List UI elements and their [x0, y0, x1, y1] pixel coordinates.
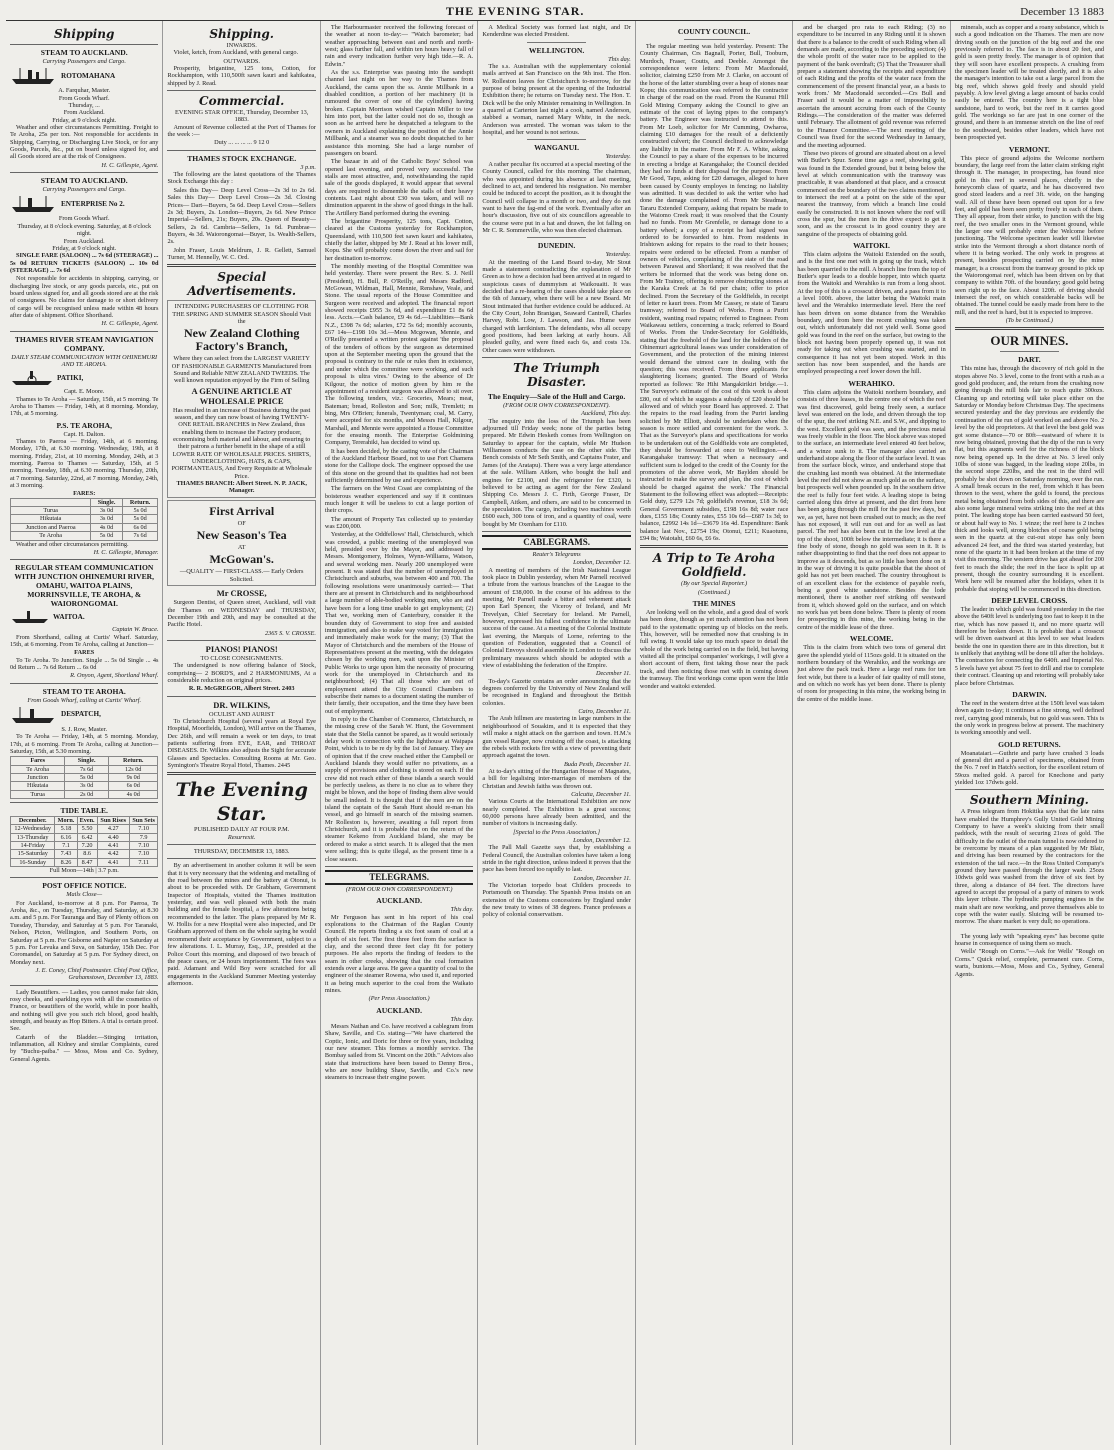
steamship-icon [10, 609, 50, 625]
advert-text: Wells' "Rough on Corns."—Ask for Wells' "Rough on Corns." Quick relief, complete, permanent cure. Corns, warts, bunions.—Moss, Moss and Co., Sydney, General Agents. [954, 948, 1105, 978]
news-paragraph: The Arab hillmen are mustering in large numbers in the neighbourhood of Souakim, and it is expected that they will make a night attack on the garrison and town. H.M.'s gun vessel Ranger, now cruising off the coast, is attacking the rebels with rockets fire with a view of preventing their approach against the town. [482, 715, 631, 760]
advert-text: Catarrh of the Bladder.—Stinging irritation, inflammation, all Kidney and similar Complaints, cured by "Buchu-paiba." — Moss, Moss and Co. Sydney, General Agents. [10, 1033, 159, 1063]
divider [640, 545, 788, 548]
news-paragraph: Messrs Nathan and Co. have received a cablegram from Shaw, Saville, and Co. stating—"We have chartered the Coptic, Ionic, and Doric for three or five years, including our new steamer. This formes a monthly service. The Bombay sailed from St. Vincent on the 20th." Advices also state that instructions have been issued to Denny Bros., who are now building Shaw, Saville, and Co.'s new steamers to increase their engine power. [324, 1023, 474, 1082]
section-title: Shipping. [209, 27, 274, 41]
ship-from: From Goods Wharf. [58, 94, 110, 102]
subsection-heading: GOLD RETURNS. [998, 739, 1061, 749]
table-row: Turua 2s 0d 4s 0d [11, 790, 158, 798]
advert-headline: A GENUINE ARTICLE AT WHOLESALE PRICE [191, 385, 292, 406]
fares-table [10, 498, 158, 541]
column-5 [636, 21, 793, 1445]
article-dateline: EVENING STAR OFFICE, Thursday, December 13, 1883. [175, 109, 309, 124]
paddle-steamer-icon [10, 369, 54, 387]
divider [10, 985, 158, 986]
fares-col: Single. [65, 757, 109, 765]
article-body: Violet, ketch, from Auckland, with general cargo. [173, 49, 299, 57]
place-heading: WANGANUI. [534, 143, 580, 153]
news-paragraph: The bazaar in aid of the Catholic Boys' School was opened last evening, and proved very successful. The stalls are most attractive, and, notwithstanding the rapid sale of the goods displayed, it would appear that several days are required to dismemble the stalls of their heavy contents. Last night about £30 was taken, and will no diminution apparent in the show of good things in the hall. The Artillery Band performed during the evening. [324, 158, 474, 217]
news-paragraph: This mine has, through the discovery of rich gold in the stopes above No. 3 level, come to the front with a rush as a good gold producer, and, the return from the crushing now going through the mill bids fair to reach quite 300ozs. Cleaning up and retorting will take place either on the Saturday or Monday before Christmas Day. The specimens secured yesterday and the day previous are evidently the continuation of the run of gold worked on and above No. 2 level by the old proprietors. At that level the best gold was got some distance—70 or 80ft—eastward of where it is now being obtained, proving that the dip of the run is very flat, but this augments well for the richness of the block now being opened up. In the drive at No. 3 level only 10lbs of stone was bagged, in the leading stope 20lbs, in the second stope 220lbs, and the rest in the third will probably be shot down on Saturday morning, over the run. A small break occurs in the reef, from which it has been thrown to the west, where the gold is found, the precious metal being obtained from both sides of this, and there are also some large mineral veins striking into the reef at this point. The leading stope has been carried eastward 50 feet, or about half way to No. 1 winze; the reef here is 2 inches thick and looks well, strong blotches of coarse gold being seen in the quartz at the cut-out stope has only been advanced 24 feet, and the third was started yesterday, but none of the quartz in it had been broken at the time of my visit this morning. The western drive has got ahead for 200 feet to reach the slide; the reef in the face is split up at present, though the country surrounding it is excellent. Work here will be resumed after the holidays, when it is probable that stoping will be commenced in this direction. [954, 365, 1105, 593]
divider [482, 531, 630, 532]
ship-notice: Weather and other circumstances permitting. [16, 540, 129, 548]
article-title: The Triumph Disaster. [513, 361, 601, 390]
ship-schedule: Thursday, at 8 o'clock evening. Saturday, at 8 o'clock night. [17, 222, 152, 238]
divider [527, 237, 586, 238]
advert-text: Surgeon Dentist, of Queen street, Auckland, will visit the Thames on WEDNESDAY and THURSDAY, December 19th and 20th, and may be consulted at the Pacific Hotel. [167, 599, 316, 629]
table-row: Te Aroha 7s 6d 12s 0d [11, 765, 158, 773]
divider [167, 858, 315, 859]
news-paragraph: This piece of ground adjoins the Welcome northern boundary, the large reef from the latter claim striking right through it. The manager, in prospecting, has found nice gold in this reef in several places, chiefly in the honeycomb class of quartz, and he has discovered two good sized leaders and a reef 3ft. wide, on the hanging wall. All of these have been opened out upon for a few feet, and gold has been seen pretty freely in each of them. They all appear, from their strike, to junction with the big reef, the two smaller ones in the Vermont ground, while the larger one will probably enter the Welcome before junctioning. The Welcome specimen leader will likewise strike into the Vermont through a short distance north of where it is being worked. The only work in progress at present, besides prospecting carried on by the mine manager, is a crosscut from the tramway ground to pick up the Waiorongomai reef, which has been driven on by that company to within 70ft. of the boundary; good gold being seen right up to the face. About 120ft. of driving should intersect the reef, on which considerable backs will be obtained. The tunnel could be easily made from here to the mill, and the reef is hard, but it is expected to improve. [954, 154, 1105, 316]
ad-heading: THAMES RIVER STEAM NAVIGATION COMPANY. [14, 334, 154, 353]
fares-table [10, 756, 158, 799]
ship-fares: To Te Aroha. To Junction. Single ... 5s 0d Single ... 4s 0d Return ... 7s 6d Return ... 6s 0d [10, 656, 159, 671]
news-paragraph: These two pieces of ground are situated about on a level with Butler's Spur. Some time ago a reef, showing gold, was found in the Extended ground, but it being below the level at which communication with the tramway was practicable, it was abandoned at that place, and a crosscut commenced on the boundary of the two claims mentioned, to intersect the reef at a point on the side of the spur nearest the tramway, from which a branch line could easily be constructed. It is not known where the reef will cross the spur, but the men in the drive expect to get it soon, and as the crosscut is in good country they are sanguine of the prospects of obtaining gold. [797, 149, 946, 238]
column-1 [6, 21, 163, 1445]
table-row: 14-Friday 7.1 7.20 4.41 7.10 [11, 842, 158, 850]
news-paragraph: The enquiry into the loss of the Triumph has been adjourned till Friday week; none of the parties being prepared. Mr Edwin Hesketh comes from Wellington on Saturday to appear for the captain, while Mr Hudson Williamson conducts the case on the other side. The Bench consists of Mr Seth Smith, and Captains Frater, and James (of the Aratapu). There was a very large attendance at the sale. William Aitken, who bought the hull and engines for £2100, and the refrigerator for £320, is believed to be acting as agent for the New Zealand Shipping Co. Messrs J. C. Firth, George Fraser, Dr Campbell, Aitken, and others, are said to be concerned in the speculation. The cargo, including two machines worth £600 each, 300 tons of iron, and a quantity of coal, were bought by Mr Oxenham for £110. [482, 417, 631, 528]
divider [167, 150, 315, 151]
section-title: OUR MINES. [990, 333, 1069, 349]
column-3 [321, 21, 478, 1445]
news-paragraph: minerals, such as copper and a roany substance, which is such a good indication on the Thames. The men are now driving south on the junction of the big reef and the one previously referred to. The face is in about 20 feet, and gold is seen pretty freely. The manager is of opinion that they will soon have excellent prospects. A crushing from the specimen leader will be treated shortly, and it is also the manager's intention to take out a large parcel from the big reef, which shows gold freely and should yield payably. A low level giving a large amount of backs could easily be entered. The country here is a tight blue sandstone, hard to work, but the reef in it carries good gold. The workings so far are just in one corner of the ground, and there is an immense stretch on the line of reef to the southward, besides other leaders, which have not been prospected yet. [954, 24, 1105, 142]
table-row: 13-Thursday 6.16 6.42 4.40 7.9 [11, 833, 158, 841]
table-row: 12-Wednesday 5.18 5.50 4.27 7.10 [11, 825, 158, 833]
article-dateline: Calcutta, December 11. [571, 790, 631, 798]
ad-heading: REGULAR STEAM COMMUNICATION WITH JUNCTION OHINEMURI RIVER, OMAHU, WAITOA PLAINS, MORRINSVILLE, TE AROHA, & WAIORONGOMAI. [14, 563, 155, 609]
news-paragraph: The leader in which gold was found yesterday in the rise above the 640ft level is underlying too fast to keep it in the rise, which has now passed it, and no more quartz will therefore be broken down. It is probable that a crosscut will be driven eastward at this level to see what leaders beside the one in question there are in this direction, but it is unlikely that anything will be done till after the holidays. The contractors for connecting the 640ft. and Imperial No. 5 levels have yet about 75 feet to drill and rise to complete their contract. Cleaning up and retorting will probably take place before Christmas. [954, 606, 1105, 687]
ship-agent: H. C. Gillespie, Agent. [101, 161, 159, 169]
subsection-heading: OUTWARDS. [223, 57, 260, 65]
article-dateline: Cairo, December 11. [578, 708, 631, 716]
divider [167, 696, 315, 697]
divider [10, 44, 158, 45]
advert-headline: First Arrival [209, 503, 275, 518]
ad-subheading: DAILY STEAM COMMUNICATION WITH OHINEMURI AND TE AROHA. [11, 353, 158, 368]
article-dateline: London, December 12. [573, 559, 631, 567]
article-dateline: Yesterday. [605, 251, 631, 259]
divider [167, 844, 315, 845]
ship-notice: Not responsible for accidents in shipping, carrying, or discharging live stock, or any goods parcels, etc., put on board unless signed for, and all goods stored are at the risk of consignees. No claims for damage to or short delivery of cargo will be recognised unless made within 48 hours after date of shipment. Office Shorthand. [10, 275, 159, 319]
advert-sign: THAMES BRANCH: Albert Street. N. P. JACK, Manager. [176, 480, 307, 495]
news-paragraph: A Press telegram from Hokitika says that the late rains have enabled the Humphrey's Gully United Gold Mining Company to have a week's sluicing from their small paddock, with the result of securing 21ozs of gold. The difficulty in the outlet of the main tunnel is now ordered to be overcome by means of a plan suggested by Mr Blair, and driving has been resumed by the contractors for the extension of the tail race.—In the Ross United Company's ground they have passed through the larger wash. 25ozs 10dwts gold was washed from the drive of six feet by three, along a distance of 84 feet. The directors have agreed to accept the proposal of a party of miners to work this layer tribute. The hydraulic pumping engines in the main shaft are now working, and prove themselves able to cope with the water easily. Sluicing will be resumed to-morrow. The share market is very dull; no operations. [954, 808, 1105, 926]
steamship-icon [10, 705, 58, 725]
ship-captain: Captain W. Bruce. [112, 626, 159, 634]
tide-table: December. Morn. Even. Sun Rises Sun Sets 12-Wednesday 5.18 5.50 4.27 7.10 13-Thursday 6.16 6.42 4.40 7.9 14-Friday 7.1 7.20 4.41 7.10 15-Saturday 7.43 8.6 4.42 7.10 16-Sunday 8.26 8.47 4.41 7.11 [10, 816, 158, 867]
ad-subheading: From Goods Wharf, calling at Curtis' Wharf. [27, 696, 142, 704]
news-paragraph: A Medical Society was formed last night, and Dr Kenderdine was elected President. [482, 24, 631, 39]
subsection-heading: WERAHIKO. [848, 378, 895, 388]
article-source: (By our Special Reporter.) [680, 580, 748, 588]
ship-name: P.S. TE AROHA, [56, 420, 112, 430]
table-row: 16-Sunday 8.26 8.47 4.41 7.11 [11, 858, 158, 866]
divider [10, 802, 158, 803]
ship-master: A. Farquhar, Master. [58, 87, 111, 95]
divider [527, 139, 586, 140]
divider [1000, 351, 1060, 352]
article-title: A Trip to Te Aroha Goldfield. [652, 551, 776, 580]
article-title: Southern Mining. [969, 793, 1089, 808]
ship-ad [10, 66, 158, 86]
ad-heading: STEAM TO TE AROHA. [42, 686, 126, 696]
place-heading: AUCKLAND. [376, 896, 423, 906]
article-continued: (To be Continued.) [1005, 317, 1053, 325]
ship-schedule: Thames to Te Aroha — Saturday, 15th, at 5 morning. Te Aroha to Thames — Friday, 14th, at 8 morning. Monday, 17th, at 5 morning. [10, 395, 159, 418]
masthead-title: THE EVENING STAR. [445, 4, 585, 18]
news-paragraph: The Pall Mall Gazette says that, by establishing a Federal Council, the Australian colonies have taken a long stride in the right direction, unless indeed it proves that the pace has been forced too rapidly to last. [482, 844, 631, 874]
place-heading: AUCKLAND. [376, 1005, 423, 1015]
ship-schedule: Thursday, ... [68, 102, 100, 110]
place-heading: WELLINGTON. [528, 45, 585, 55]
advert-headline: New Season's Tea [196, 528, 287, 543]
section-title: CABLEGRAMS. [482, 535, 630, 550]
ship-notice: Weather and other circumstances Permitting. Freight to Te Aroha, 25s per ton. Not responsible for accidents in Shipping, Carrying, or Discharging Live Stock, or for any Goods, Parcels, &c., put on board unless signed for, and all Goods stored are at the risk of Consignees. [10, 124, 159, 161]
ship-ad [10, 194, 158, 214]
subsection-heading: WAITOKI. [853, 240, 890, 250]
advert-text: —QUALITY — FIRST-CLASS.— Early Orders Solicited. [179, 568, 304, 583]
tide-heading: TIDE TABLE. [60, 806, 108, 816]
paper-subtitle: PUBLISHED DAILY AT FOUR P.M. [194, 826, 290, 834]
news-paragraph: The Harbourmaster received the following forecast of the weather at noon to-day:— "Watch barometer; bad weather approaching between east and north and north-west; glass further fall, and within ten hours heavy fall of rain and every indication further very high tide.—R. A. Edwin." [324, 24, 474, 68]
section-title: Commercial. [199, 94, 285, 109]
news-paragraph: The brigantine Prosperity, 125 tons, Capt. Cotton, cleared at the Customs yesterday for Rockhampton, Queensland, with 110,500 feet sawn kauri and kahikatea, chiefly the latter, shipped by Mr J. Read at his lower mill, Kopu. She will probably come down the river and sail for her destination to-morrow. [324, 217, 474, 262]
ship-ad [10, 369, 158, 387]
table-row: Hikutaia 3s 0d 5s 0d [11, 515, 158, 523]
ship-schedule: To Te Aroha — Friday, 14th, at 5 morning. Monday, 17th, at 6 morning. From Te Aroha, calling at Junction— Saturday, 15th, at 5.30 morning. [10, 733, 159, 755]
paper-title: The Evening Star. [175, 779, 308, 826]
columns [6, 21, 1108, 1445]
ad-subheading: Carrying Passengers and Cargo. [42, 186, 126, 194]
article-dateline: Yesterday. [605, 153, 631, 161]
advert-text: INTENDING PURCHASERS OF CLOTHING FOR THE SPRING AND SUMMER SEASON Should Visit the [172, 303, 312, 325]
divider [10, 683, 158, 684]
section-subtitle: (Per Press Association.) [368, 995, 430, 1003]
ship-from: From Auckland. [63, 109, 105, 117]
article-dateline: Auckland, This day. [581, 410, 631, 418]
ship-captain: Capt. H. Dalton. [63, 430, 105, 438]
table-row: Hikutaia 3s 0d 6s 0d [11, 782, 158, 790]
divider [325, 866, 473, 867]
advert-headline: New Zealand Clothing Factory's Branch, [184, 326, 300, 354]
fares-col: Fares [11, 757, 65, 765]
steamship-icon [10, 194, 58, 214]
subsection-heading: THE MINES [692, 599, 736, 609]
ship-captain: Capt. E. Moore. [64, 388, 105, 396]
article-dateline: London, December 11. [573, 874, 631, 882]
moon-phase: Full Moon—14th | 3.7 p.m. [49, 867, 119, 875]
ad-heading: STEAM TO AUCKLAND. [40, 48, 128, 57]
stock-brokers: John Fraser, Louis Meldrum, J. R. Gellett, Samuel Turner, M. Hennelly, W. C. Ord. [167, 246, 316, 261]
post-body: For Auckland, to-morrow at 8 p.m. For Paeroa, Te Aroha, &c., on Tuesday, Thursday, and Saturday, at 8.30 a.m. and 5 p.m. For Tauranga and Bay of Plenty offices on Tuesday, Thursday, and Saturday at 5 p.m. For Taranaki, Nelson, Picton, Wellington, and Southern Ports, on Saturday at 5 p.m. For Gisborne and Napier on Saturday at 5 p.m. For Levuka and Suva, on Saturday, 15th Dec. For Coromandel, on Saturday at 5 p.m. For Sydney direct, on Monday next. [10, 899, 159, 966]
ship-name: ENTERPRISE No 2. [61, 199, 125, 208]
ship-agent: H. C. Gillespie, Manager. [93, 548, 159, 556]
section-subtitle: (FROM OUR OWN CORRESPONDENT.) [345, 885, 453, 893]
ship-name: PATIKI, [57, 373, 84, 382]
advert-text: To Christchurch Hospital (several years at Royal Eye Hospital, Moorfields, London), Will arrive on the Thames, Dec 26th, and will remain a week or ten days, to treat patients suffering from EYE, EAR, and THROAT DISEASES. Dr. Wilkins also adjusts the Sight for accurate Glasses and Spectacles. Consulting Rooms at Mr. Geo. Symington's Theatre Royal Hotel, Thames. 2445 [167, 717, 316, 769]
advert-text: OF [237, 519, 246, 527]
news-paragraph: A meeting of members of the Irish National League took place in Dublin yesterday, when Mr Parnell received a tribute from the various branches of the League to the amount of £38,000. In the course of his address to the meeting, Mr Parnell made a bitter and vehement attack upon Earl Spencer, the Viceroy of Ireland, and Mr Trevelyan, Chief Secretary for Ireland. Mr Parnell, however, expressed his fullest confidence in the ultimate success of the cause. At a meeting of the Colonial Institute last evening, the Marquis of Lorne, referring to the question of Federation, suggested that a Council of Colonial Envoys should assemble in London to discuss the preliminary measures which should be adopted with a view of establishing the federation of the Empire. [482, 566, 631, 670]
news-paragraph: The Victorian torpedo boat Childers proceeds to Portsmouth on Thursday. The Spanish Press insists on an extension of the Customs concessions by England under the new treaty to wines of 38 degrees. France professes a policy of colonial conservatism. [482, 882, 631, 919]
news-paragraph: A rather peculiar fix occurred at a special meeting of the County Council, called for this morning. The chairman, who was appointed during his absence at last meeting, declined to act, and tendered his resignation. No member could be induced to accept the position, as it is thought the Council will collapse in a month or two, and they do not want to have the fag-end of the work. Eventually after an hour's discussion, five out of six councillors agreeable to the course were put in a hat and drawn, the lot falling on Mr C. R. Sommerville, who was then elected chairman. [482, 160, 631, 234]
masthead-date: December 13 1883 [1020, 6, 1104, 18]
ship-from: From Goods Wharf. [58, 215, 110, 223]
divider [167, 90, 315, 91]
news-paragraph: This is the claim from which two tons of general dirt gave the splendid yield of 115ozs gold. It is situated on the northern boundary of the Werahiko, and the workings are just above the pack track. Here a large reef runs for ten feet wide, but there is a leader of fair quality of mill stone, and on which no work has yet been done. There is plenty of room for prospecting in this mine, the working being in the centre of the middle lease. [797, 644, 946, 703]
news-paragraph: It has been decided, by the casting vote of the Chairman of the Auckland Harbour Board, not to use Fort Chamens stone for the Calliope dock. The engineer opposed the use of this stone on the ground that its qualities had not been sufficiently determined by use and experience. [324, 447, 474, 484]
news-paragraph: The amount of Property Tax collected up to yesterday was £200,000. [324, 515, 474, 531]
divider [527, 42, 586, 43]
news-paragraph: To-day's Gazette contains an order announcing that the degrees conferred by the University of New Zealand will be recognised in England and throughout the British colonies. [482, 677, 631, 707]
paper-date: THURSDAY, DECEMBER 13, 1883. [193, 848, 290, 856]
table-row: Junction 5s 0d 9s 0d [11, 774, 158, 782]
advert-sign: R. R. McGREGOR, Albert Street. 2403 [188, 685, 295, 693]
ship-ad [10, 609, 158, 625]
masthead [6, 4, 1108, 21]
news-paragraph: As the s.s. Enterprise was passing into the sandspit channel last night on her way to the Thames from Auckland, the cams upon the ss. Annie Millbank in a disabled condition, a portion of her machinery (it is rumoured the cover of one of the cylinders) having broken. Captain Morrison wished Captain Miller to tow him into port, but the latter could not do so, though as soon as he arrived here he despatched a telegram to the owners in Auckland explaining the position of the Annie Millbank, and a steamer was no doubt despatched to her assistance this morning. She had a large number of passengers on board. [324, 69, 474, 157]
ship-schedule: From Shorthand, calling at Curtis' Wharf. Saturday, 15th, at 6 morning. From Te Aroha, calling at Junction— [10, 633, 159, 648]
advert-sign: 2365 S. V. CROSSE. [264, 629, 316, 637]
divider [10, 172, 158, 173]
ship-name: WAITOA. [53, 612, 85, 621]
fares-heading: FARES [74, 649, 95, 657]
article-body: Amount of Revenue collected at the Port of Thames for the week :— [167, 123, 316, 139]
advert-text: AT [237, 544, 246, 552]
news-paragraph: The young lady with "speaking eyes" has become quite hoarse in consequence of using them so much. [954, 932, 1105, 948]
ship-fares: SINGLE FARE (SALOON) ... 7s 6d (STEERAGE) ... 5s 0d RETURN TICKETS (SALOON) ... 10s 0d (STEERAGE) ... 7s 6d [10, 252, 159, 274]
article-subtitle: The Enquiry—Sale of the Hull and Cargo. [487, 392, 626, 402]
news-paragraph: The monthly meeting of the Hospital Committee was held yesterday. There were present the Rev. S. J. Neill (President), H. Bull, P. O'Reilly, and Messrs Radford, McGowan, Wildman, Hall, Mennie, Renshaw, Veale, and Stone. The usual reports of the House Committee and Surgeon were received and adopted. The financial report showed receipts £955 3s 6d, and expenditure £1 8s 6d less. Accts.—Cash balance, £9 4s 6d.—Liabilities—Bank N.Z., £398 7s 6d; salaries, £72 5s 6d; monthly accounts, £67 14s—£198 10s 3d.—Mess Mcgowan, Mennie, and O'Reilly presented a written protest against 'the proposal of the tenders of offices by the surgeon as determined upon at the September meeting upon the ground that the proposal is contrary to the rule or rules then in existence, and under which the committee were working, and such proposal is ultra vires.' Owing to the absence of Dr Kilgour, the notice of motion given by him re the appointment of a resident surgeon was allowed to sit over. The following tenders, viz.: Groceries, Mears; meat, Bateman; bread, Rolleston and Son; milk, Tremlett; m bing, Mrs O'Brien; funerals, Twentyman; coal, M. Carry, were accepted for six months, and Messrs Hall, Kilgour, Marshall, and Mennie were appointed a House Committee for the ensuing month. The Enterprise Goldmining Company, Tererahiki, has decided to wind up. [324, 263, 474, 447]
divider [167, 772, 315, 775]
subsection-heading: VERMONT. [1008, 144, 1050, 154]
section-title: Special Advertisements. [187, 270, 296, 299]
ship-schedule: Friday, at 9 o'clock night. [52, 116, 117, 124]
fares-heading: FARES: [73, 490, 96, 498]
divider [482, 357, 630, 358]
article-dateline: This day. [608, 55, 631, 63]
divider [10, 877, 158, 878]
news-paragraph: Yesterday, at the Oddfellows' Hall, Christchurch, which was crowded, a public meeting of the unemployed was held, presided over by the Mayor, and addressed by Messrs. Montgomery, Holmes, Wynn-Williams, Watson, and several working men. Nearly 200 unemployed were present. It was stated that the number of unemployed in Christchurch and suburbs, was between 400 and 700. The following resolutions were unanimously carried:— That there are at present in Christchurch and its neighbourhood a large number of able-bodied working men, who are and have been for a long time unable to get employment; (2) That we, working men of Canterbury, consider it the bounden duty of Government to stop free and assisted immigration, and also to make way voted for immigration and immediately make work for the many; (3) That the Mayor of Christchurch and the members of the House of Representatives present at the meeting, with the delegates chosen by the working men, wait upon the Minister of Public Works to urge upon him the necessity of procuring work for the unemployed in Christchurch and its neighbourhood; (4) That all those who are out of employment attend the City Council Chambers to subscribe their names to a document stating the number of their family, their occupation, and the time they have been out of employment. [324, 531, 474, 715]
article-dateline: December 11. [595, 670, 631, 678]
article-body: The following are the latest quotations of the Thames Stock Exchange this day : [167, 171, 316, 186]
news-paragraph: At to-day's sitting of the Hungarian House of Magnates, a bill for legalising inter-marriages of members of the Christian and Jewish faiths was thrown out. [482, 767, 631, 790]
section-subtitle: Reuter's Telegrams [532, 550, 581, 558]
column-4 [478, 21, 635, 1445]
table-row: 15-Saturday 7.43 8.6 4.42 7.10 [11, 850, 158, 858]
news-paragraph: This claim adjoins the Waitoki northern boundary, and consists of three leases, in the centre one of which the reef was first discovered, gold being freely seen, a surface level was entered on the lode, and driven through the top of the spur, the reef striking N.E. and S.W., and dipping to the west. Excellent gold was seen, and the precious metal was freely visible in the floor. The block above was stoped to the surface, an intermediate level entered 40 feet below, and a winze sunk to it. The manager also carried an underhand stope along the floor of the surface level. It was from the surface block, winze, and underhand stope that the crushing last month was obtained. At the intermediate level the reef did not show as much gold as on the surface, but prospects well when pounded up. In the southern drive the reef is fully four feet wide. A leading stope is being carried along this drive at present, and the dirt from here has been going through the mill for the past few days, but we, as yet, have not been crushed out to much; as the reef has not exposed, it will run out and for as well as last parcel. The reef has also been cut in the low level at the top of the shoot, 100ft below the intermediate; it is there a fine body of stone, though no gold was seen in it. It is rather disappointing to find that the reef does not appear to improve as it descends, but as so little has been done on it in the way of driving it is quite possible that the shoot of gold has not yet been reached. The country throughout is of an excellent class for the existence of payable reefs, being a good white sandstone. Besides the lode mentioned, there is another reef striking off westward from it, which showed gold on the surface, and on which no work has yet been done below. There is plenty of room for prospecting in this mine, the working being in the centre of the middle lease of the three. [797, 388, 946, 631]
article-source: (FROM OUR OWN CORRESPONDENT). [503, 402, 611, 410]
ship-from: From Auckland. [63, 237, 105, 245]
news-paragraph: In reply to the Chamber of Commerce, Christchurch, re the missing crew of the Sarah W. Hunt, the Government state that the Stella cannot be spared, as it would seriously delay work in connection with the lighthouse at Waipapa Point, which is to be re dy by the 1st of January. They are of opinion that if the crew reached either the Campbell or Auckland Islands they would suffer no privations, as a supply of provisions and clothing is stored on each. If the crew did not reach either of these islands a search would be perfectly useless, as there is no clue as to where they might be blown, and the hope of finding them alive would be small indeed. It is thought that if the men are on the island the captain of the Sarah Hunt should re-man his vessel, and go himself in search of the missing seamen. Mr Rolleston is, however, awaiting a full report from Christchurch, and it is probable that on the return of the steamer Kekeno from Auckland Island, she may be ordered to make a strict search. It is alleged that the men were selling; this is quite illegal, as the present time is a close season. [324, 715, 474, 863]
advert-text: Has resulted in an increase of Business during the past season, and they can now boast of having TWENTY-ONE RETAIL BRANCHES in New Zealand, thus enabling them to increase the Factory producer, economising both material and labour, and ensuring to their patrons a further benefit in the shape of a still LOWER RATE OF WHOLESALE PRICES. SHIRTS, UNDERCLOTHING, HATS, & CAPS, PORTMANTEAUS, And Every Requisite at Wholesale Price. [171, 406, 312, 480]
ad-subheading: Carrying Passengers and Cargo. [42, 58, 126, 65]
ship-schedule: Friday, at 9 o'clock night. [52, 244, 117, 252]
divider [684, 39, 743, 40]
advert-headline: McGowan's. [209, 552, 274, 567]
ship-name: DESPATCH, [61, 710, 101, 719]
news-paragraph: The reef in the western drive at the 150ft level was taken down again to-day; it continues a fine strong, well defined reef, carrying good minerals, but no gold was seen. This is the only work in progress below at present. The machinery is working smoothly and well. [954, 699, 1105, 737]
ad-heading: STEAM TO AUCKLAND. [40, 176, 128, 186]
editorial-body: By an advertisement in another column it will be seen that it is very necessary that the widening and metalling of the road between the mines and the battery at Otonui, is about to be proceeded with. Dr Grabham, Government Inspector of Hospitals, visited the Thames institution yesterday, and was well pleased with both the main building and the female hospital, a few alterations being recommended to the latter. The plans prepared by Mr R. W. Hollis for a new Hospital were also inspected, and Dr Grabham approved of them on the whole saying he would recommend their acceptance by Government, subject to a few alterations. I. L. Murray, Esq., J.P., presided at the Police Court this morning, and disposed of two breach of the peace cases, or 24 hours imprisonment. The fees was paid. Adamant and Wild Boy were scratched for all engagements in the Auckland Summer Meeting yesterday afternoon. [167, 862, 316, 987]
clothing-advert [167, 300, 315, 498]
subsection-heading: DARWIN. [1012, 689, 1047, 699]
divider [10, 331, 158, 332]
article-dateline: London, December 12. [573, 836, 631, 844]
divider [10, 559, 158, 560]
divider [167, 640, 315, 641]
divider [1000, 929, 1060, 930]
fares-col: Single. [91, 498, 122, 506]
ship-name: ROTOMAHANA [61, 71, 116, 80]
table-row: Te Aroha 5s 0d 7s 6d [11, 532, 158, 540]
table-row: Junction and Paeroa 4s 0d 6s 0d [11, 523, 158, 531]
section-title: TELEGRAMS. [325, 870, 473, 885]
advert-headline: Mr CROSSE, [216, 588, 267, 599]
article-dateline: Buda Pesth, December 11. [563, 760, 631, 768]
article-title: COUNTY COUNCIL. [677, 27, 751, 36]
news-paragraph: Moanataiari.—Guthrie and party have crushed 3 loads of general dirt and a parcel of specimens, obtained from the No. 7 reef in Hatch's section, for the excellent return of 59ozs melted gold. A parcel for Knechone and party yielded 1oz 17dwts gold. [954, 749, 1105, 786]
news-paragraph: This claim adjoins the Waitoki Extended on the south, and is the first one met with in going up the track, which has been quarried to the mill. A branch line from the top of Butler's spur leads to a double hopper, into which quartz from the Waitoki and Werahiko is run from a long shoot. At the top of this is a crosscut driven, and a pass from it to a level 100ft. above, the latter being the Waitoki main level and the Werahiko intermediate level. Here the reef has been driven on some distance from the Werahiko boundary, and from here the recent crushing was taken out, which unfortunately did not yield well. Some good gold was found in the reef on the surface, but owing to the block not having been properly opened up, it was not ready for taking out when crushing was started, and in consequence it has not yet been stoped. Work in this section has now been suspended, and the hands are employed prospecting a reef lower down the hill. [797, 250, 946, 376]
post-subheading: Mails Close— [66, 891, 103, 899]
stock-quotes: Sales this Day— Deep Level Cross—2s 3d to 2s 6d. Sales this Day— Deep Level Cross—2s 3d. Closing Prices— Dart—Buyers, 5s 6d. Deep Level Cross—Sellers 2s 3d; Buyers, 2s. London—Buyers, 2s 6d. New Prince Imperial—Sellers, 21s; Buyers, 20s. Queen of Beauty—Sellers, 2s 6d. Cambria—Sellers, 1s 6d. Pumbrae—Buyers, 4s 3d. Waiorongomai—Buyer, 1s. Wealth-Sellers, 2s. [167, 186, 316, 246]
news-paragraph: and be charged pro rata to each Riding; (3) no expenditure to be incurred in any Riding until it is shown that there is a balance to the credit of such Riding when all demands are made, according to the preceding section; (4) the whole profit of the water race to be applied to the payment of the bank overdraft; (5) That the Treasurer shall prepare a statement showing the receipts and expenditure of each Riding and the profits of the water race from the commencement of the present financial year, as a basis to work from.' Mr Macdonald seconded.—Crs Bull and Fraser said it would be a matter of impossibility to ascertain the amount accruing from each of the County Ridings.—The consideration of the matter was deferred until February. The allotment of gold revenue was referred to the Finance Committee.—The next meeting of the Council was fixed for the second Wednesday in January, and the meeting adjourned. [797, 24, 946, 149]
advert-text: Lady Beautifiers. — Ladies, you cannot make fair skin, rosy cheeks, and sparkling eyes with all the cosmetics of France, or beautifiers of the world, while in poor health, and nothing will give you such rich blood, good health, strength, and beauty as Hop Bitters. A trial is certain proof. See. [10, 988, 159, 1033]
subsection-heading: DEEP LEVEL CROSS. [991, 596, 1068, 606]
paper-motto: Resurrexit. [227, 833, 256, 841]
ship-schedule: Thames to Paeroa — Friday, 14th, at 6 morning. Monday, 17th, at 6.30 morning. Wednesday, 19th, at 8 morning. Friday, 21st, at 10 morning. Monday, 24th, at 3 morning. Paeroa to Thames — Saturday, 15th, at 5 morning. Tuesday, 18th, at 6.30 morning. Thursday, 20th, at 7 morning. Saturday, 22nd, at 7 morning. Monday, 24th, at 3 morning. [10, 438, 159, 490]
advert-text: The undersigned is now offering balance of Stock, comprising— 2 BORD'S, and 2 HARMONIUMS, At a considerable reduction on original prices. [167, 662, 316, 684]
ship-ad [10, 705, 158, 725]
article-dateline: This day. [450, 1015, 474, 1023]
news-paragraph: Mr Ferguson has sent in his report of his coal explorations to the Chairman of the Raglan County Council. He reports finding a six foot seam of coal at a depth of six feet. The first three feet from the surface is clay, and the second three feet clay fit for pottery purposes. He also reports the finding of feeders to the seam in other creeks, showing that the coal formation extends over a large area. He gave a quantity of coal to the engineer of the steamer Rowena, who used it, and reported it as being much superior to the coal from the Waikato mines. [324, 913, 474, 994]
column-7 [951, 21, 1108, 1445]
divider [955, 789, 1104, 790]
news-paragraph: The regular meeting was held yesterday. Present: The County Chairman, Crs Bagnall, Porter, Bull, Tooburn, Murdoch, Fraser, Coutts, and Deeble. Amongst the correspondence were letters: From Mr Macdonald, solicitor, claiming £250 from Mr J. Clarke, on account of the horse of the latter stumbling over a heap of stones near Kopu; this communication was referred to the contractor in charge of the road on the road. From the Kuranui Hill Gold Mining Company asking the Council to give an estimate of the cost of laying pipes to the company's battery. The Engineer was instructed to attend to this. From Mr Loeb, solicitor for Mr Cumming, Owharoa, claiming £10 damages for the result of a deficiently constructed culvert; the Council declined to acknowledge any liability in the matter. From Mr F. A. White, asking the Council to pay a share of the expenses to be incurred in erecting a bridge at Karangahake; the Council decided they had no funds at their disposal for the purpose. From Mr Good, Tapu, asking for £20 damages, alleged to have been caused by County employes in fencing; no liability was admitted. It was decided to ask the writer who had done the damage complained of. From Mr Steadman, Tararu Extended Company, asking that repairs be made to the Waiomo Creek road; it was resolved that the County had no funds. From Mr Grenfelle, re damage done to a battery wheel; a copy of a receipt he had signed was ordered to be forwarded to him. From residents in Irishtown asking for repairs to the road to their houses; repairs were ordered to be effected. From a number of owners of vehicles, complaining of the state of the road between Parawai and Shortland; it was resolved that the writers be informed that the work was being done on. From Mr Trainor, offering to remove obstructing stones at the Karaka Creek at 3s 6d per chain; offer to price declined. From the Secretary of the Goldfields, in receipt of letter re kauri trees. From Mr Cassey, re state of Tararu tramway; referred to Board of Works. From a Puriri resident, wanting road repairs; referred to Engineer. From Waikawau settlers, concerning a track; referred to Board of Works. From the Under-Secretary for Goldfields, stating that the freehold of the land for the holders of the Ohinemuri agricultural leases was under consideration of Government, and the protection of the mining interest would demand the utmost care in dealing with the question; this was received. From three applicants for slaughtering licenses; granted. The Board of Works reported as follows: 'Re Hihi Mangakirikiri bridge.—1. The Surveyor's estimate of the cost of this work is about £80, out of which he suggests a subsidy of £20 should be allowed and of which your Board has approved. 2. That the repairs to the road leading from the Puriri landing solicited by Mr Elliott, should be undertaken when the season is more settled and convenient for the work. 3. That as the Surveyor's plans and specifications for works to be undertaken out of the Goldfields vote are completed, they should be forwarded at once to Wellington.—4. Karangahake tramway: That when a necessary and sufficient sum is lodged to the credit of the County for the promoters of the above work, Mr Baylden should be instructed to make the survey and plan, the cost of which should be charged against the work.' The Financial Statement to the following effect was adopted:—Receipts: Gold duty, £279 12s 7d; goldfield's revenue, £18 3s 6d; General Government subsidies, £198 16s 8d; water race dues, £155 18s; County rates, £55 10s 6d—£687 1s 3d; to balance, £2992 14s 1d—£3679 16s 4d. Expenditure: Bank balance last Nov., £2754 19s; Otonui, £211; Kuaotunu, £94 8s; Waiotahi, £60 6s, £6 6s. [639, 43, 789, 543]
advert-text: Where they can select from the LARGEST VARIETY OF FASHIONABLE GARMENTS Manufactured from Sound and Reliable NEW ZEALAND TWEEDS. The well known reputation enjoyed by the Firm of Selling [171, 355, 312, 385]
advert-subheading: OCULIST AND AURIST [209, 710, 275, 718]
article-body: Prosperity, brigantine, 125 tons, Cotton, for Rockhampton, with 110,500ft sawn kauri and kahikatea, shipped by J. Read. [167, 65, 316, 87]
news-paragraph: The farmers on the West Coast are complaining of the boisterous weather experienced and say if it continues much longer it will be useless to cut a large portion of their crops. [324, 485, 474, 515]
revenue-duty: Duty ... ... ... ... 9 12 0 [214, 139, 270, 147]
article-continued: (Continued.) [698, 588, 731, 596]
post-heading: POST OFFICE NOTICE. [42, 881, 127, 891]
news-paragraph: Are looking well on the whole, and a good deal of work has been done, though as yet much attention has not been paid to the systematic opening up of blocks on the reefs. This, however, will be remedied now that crushing is in full swing. It would take up too much space to detail the whole of the work being carried on in the field, but having visited all the principal companies' workings, I will give a short account of them, first taking those near the pack track, and then noticing those met with in coming down the tramway. The first workings come upon were the little wonder and waitoki extended. [639, 609, 789, 690]
divider [955, 327, 1104, 330]
divider [167, 264, 315, 267]
table-row: Turua 3s 0d 5s 0d [11, 507, 158, 515]
news-paragraph: The s.s. Australian with the supplementary colonial mails arrived at San Francisco on the 9th inst. The Hon. W. Rolleston leaves for Christchurch to-morrow, for the purpose of being present at the opening of the Industrial Exhibition there; he returns on Tuesday next. The Hon. T. Dick will be the only Minister remaining in Wellington. In a quarrel at Carterton last night a cook, named Anderson, stabbed a woman, named Mary White, in the neck. Anderson was arrested. The woman was taken to the hospital, and her wound is not serious. [482, 63, 631, 137]
subsection-heading: WELCOME. [849, 634, 894, 644]
ship-agent: H. C. Gillespie, Agent. [101, 320, 159, 328]
section-subtitle: [Special to the Press Association.] [513, 828, 601, 836]
fares-col [11, 498, 91, 506]
article-dateline: This day. [450, 906, 474, 914]
ship-agent: R. Onyon, Agent, Shortland Wharf. [70, 672, 159, 680]
section-title: Shipping [54, 27, 115, 41]
steamship-icon [10, 66, 58, 86]
advert-headline: DR. WILKINS, [213, 699, 271, 710]
advert-subheading: TO CLOSE CONSIGNMENTS. [200, 654, 283, 662]
section-title: THAMES STOCK EXCHANGE. [187, 153, 297, 163]
subsection-heading: INWARDS. [226, 42, 257, 49]
article-dateline: 3 p.m. [300, 163, 316, 171]
fares-col: Return. [122, 498, 158, 506]
subsection-heading: DART. [1018, 355, 1041, 365]
ship-master: S. J. Row, Master. [61, 725, 108, 733]
advert-headline: PIANOS! PIANOS! [205, 643, 278, 654]
column-2 [163, 21, 320, 1445]
news-paragraph: At the meeting of the Land Board to-day, Mr Stout made a statement contradicting the explanation of Mr Green as to how a decision had been arrived at in regard to suspicious cases of dummyism at Waikouaiti. It was decided that a re-hearing of the cases should take place on the 6th of January, when there will be a new Board. Mr Stout intimated that further evidence could be adduced. At the City Court, John Branigan, Seaward Cantrell, Charles Harvey, Robt. Low, J. Lawson, and Jas. Hume were charged with larrikinism. The defendants, who all occupy good positions, had been larking at early hours. All pleaded guilty, and were fined each 6s, and costs 13s. Other cases were withdrawn. [482, 258, 631, 354]
column-6 [793, 21, 950, 1445]
post-sign: J. E. Coney, Chief Postmaster. Chief Post Office, Grahamstown, December 13, 1883. [35, 966, 159, 982]
place-heading: DUNEDIN. [537, 241, 576, 251]
fares-col: Return. [108, 757, 157, 765]
tea-advert [167, 500, 315, 586]
news-paragraph: Various Courts at the International Exhibition are now nearly completed. The Exhibition is a great success; 60,000 persons have already been admitted, and the number of visitors is increasing daily. [482, 798, 631, 828]
